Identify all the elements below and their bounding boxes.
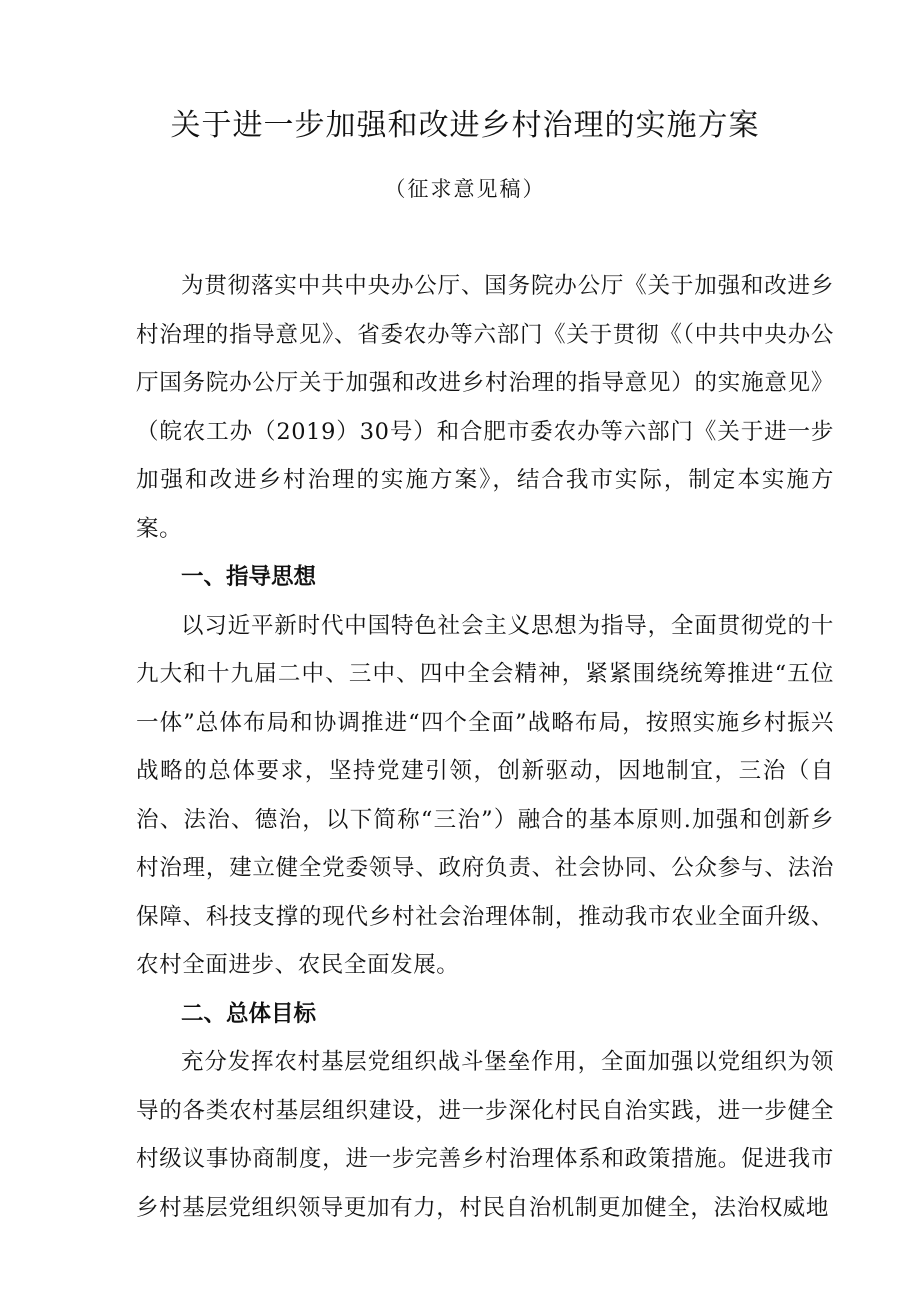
document-title: 关于进一步加强和改进乡村治理的实施方案 bbox=[170, 108, 760, 143]
document-body bbox=[136, 262, 834, 1232]
section-paragraph-guiding-ideology: 以习近平新时代中国特色社会主义思想为指导，全面贯彻党的十九大和十九届二中、三中、四中全会精神，紧紧围绕统筹推进“五位一体”总体布局和协调推进“四个全面”战略布局，按照实施乡村振兴战略的总体要求，坚持党建引领，创新驱动，因地制宜，三治（自治、法治、德治，以下简称“三治”）融合的基本原则.加强和创新乡村治理，建立健全党委领导、政府负责、社会协同、公众参与、法治保障、科技支撑的现代乡村社会治理体制，推动我市农业全面升级、农村全面进步、农民全面发展。 bbox=[136, 612, 834, 978]
section-heading-guiding-ideology: 一、指导思想 bbox=[181, 564, 317, 590]
document-subtitle: （征求意见稿） bbox=[384, 177, 546, 201]
section-heading-overall-goals: 二、总体目标 bbox=[181, 1000, 317, 1027]
section-paragraph-overall-goals: 充分发挥农村基层党组织战斗堡垒作用，全面加强以党组织为领导的各类农村基层组织建设，进一步深化村民自治实践，进一步健全村级议事协商制度，进一步完善乡村治理体系和政策措施。促进我市乡村基层党组织领导更加有力，村民自治机制更加健全，法治权威地 bbox=[136, 1049, 834, 1221]
intro-paragraph: 为贯彻落实中共中央办公厅、国务院办公厅《关于加强和改进乡村治理的指导意见》、省委农办等六部门《关于贯彻《（中共中央办公厅国务院办公厅关于加强和改进乡村治理的指导意见）的实施意见》（皖农工办（2019）30号）和合肥市委农办等六部门《关于进一步加强和改进乡村治理的实施方案》，结合我市实际，制定本实施方案。 bbox=[136, 273, 834, 542]
